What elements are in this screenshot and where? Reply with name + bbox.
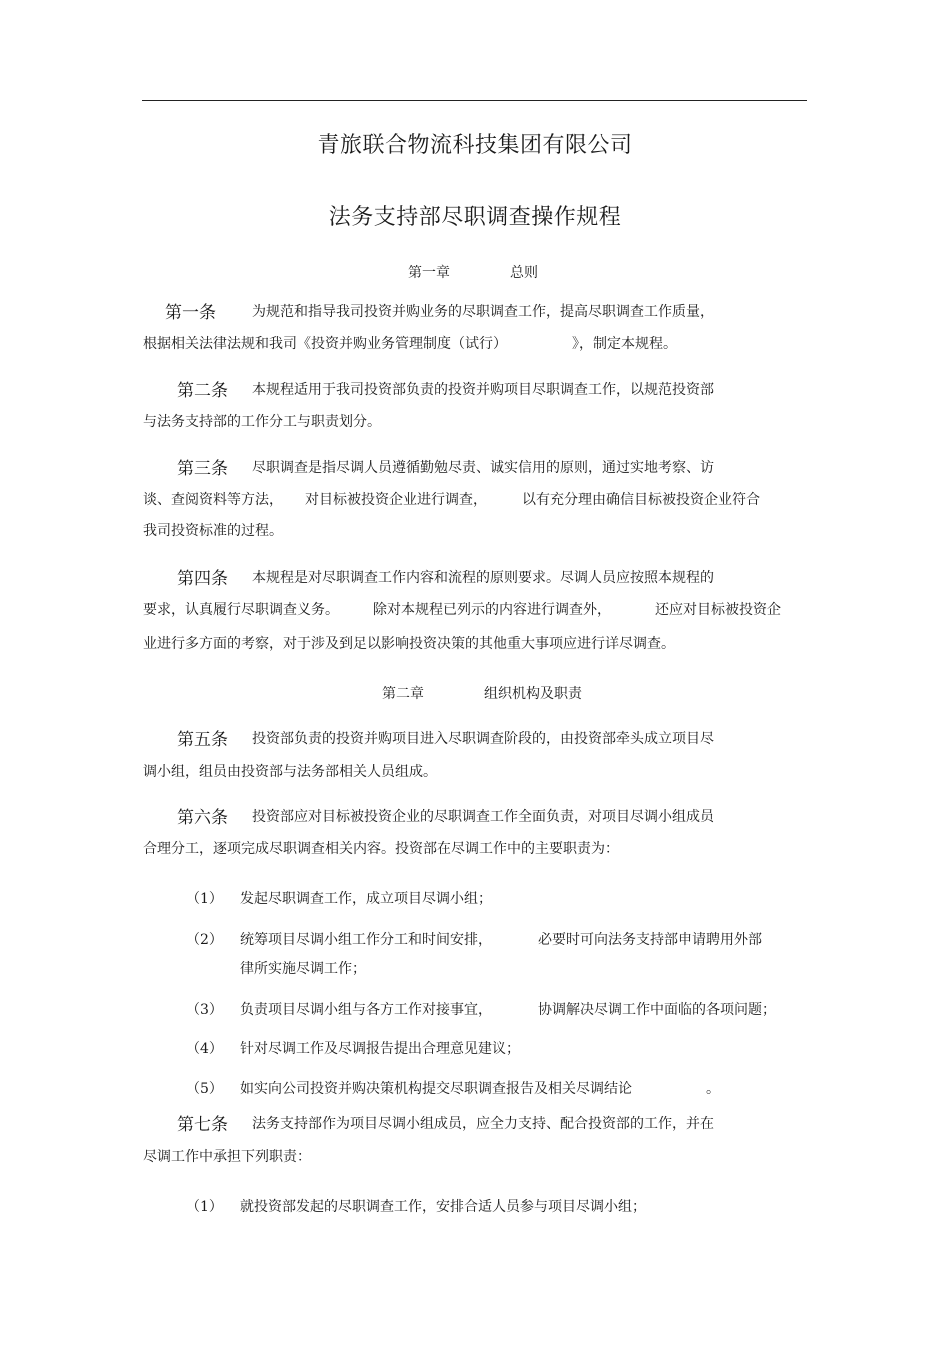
chapter-1-name: 总则: [510, 265, 538, 281]
art6-item-5-text-a: 如实向公司投资并购决策机构提交尽职调查报告及相关尽调结论: [240, 1081, 632, 1097]
article-1-label: 第一条: [165, 303, 216, 323]
art6-item-3-number: （3）: [186, 1002, 223, 1018]
article-6-label: 第六条: [177, 808, 228, 828]
article-3-label: 第三条: [177, 459, 228, 479]
article-5-label: 第五条: [177, 730, 228, 750]
art6-item-1-number: （1）: [186, 891, 223, 907]
chapter-2-label: 第二章: [382, 686, 424, 702]
article-7-line-2: 尽调工作中承担下列职责：: [143, 1149, 311, 1165]
header-rule: [142, 100, 807, 101]
company-name: 青旅联合物流科技集团有限公司: [317, 133, 633, 158]
art6-item-4-number: （4）: [186, 1041, 223, 1057]
art6-item-3-text-b: 协调解决尽调工作中面临的各项问题；: [538, 1002, 776, 1018]
article-1-line-2b: 》，制定本规程。: [572, 336, 677, 352]
article-3-line-1: 尽职调查是指尽调人员遵循勤勉尽责、诚实信用的原则，通过实地考察、访: [252, 460, 714, 476]
article-2-line-1: 本规程适用于我司投资部负责的投资并购项目尽职调查工作，以规范投资部: [252, 382, 714, 398]
art6-item-3-text-a: 负责项目尽调小组与各方工作对接事宜，: [240, 1002, 492, 1018]
art6-item-2-text-a: 统筹项目尽调小组工作分工和时间安排，: [240, 932, 492, 948]
article-4-label: 第四条: [177, 569, 228, 589]
article-6-line-1: 投资部应对目标被投资企业的尽职调查工作全面负责，对项目尽调小组成员: [252, 809, 714, 825]
article-5-line-2: 调小组，组员由投资部与法务部相关人员组成。: [143, 764, 437, 780]
article-4-line-1: 本规程是对尽职调查工作内容和流程的原则要求。尽调人员应按照本规程的: [252, 570, 714, 586]
art6-item-2-text-b: 必要时可向法务支持部申请聘用外部: [538, 932, 762, 948]
article-4-line-2c: 还应对目标被投资企: [655, 602, 781, 618]
art6-item-5-text-b: 。: [706, 1081, 720, 1097]
art6-item-5-number: （5）: [186, 1081, 223, 1097]
art6-item-2-number: （2）: [186, 932, 223, 948]
article-7-label: 第七条: [177, 1115, 228, 1135]
article-7-line-1: 法务支持部作为项目尽调小组成员，应全力支持、配合投资部的工作，并在: [252, 1116, 714, 1132]
article-1-line-1: 为规范和指导我司投资并购业务的尽职调查工作，提高尽职调查工作质量，: [252, 304, 714, 320]
art6-item-1-text: 发起尽职调查工作，成立项目尽调小组；: [240, 891, 492, 907]
article-3-line-2c: 以有充分理由确信目标被投资企业符合: [522, 492, 760, 508]
article-1-line-2a: 根据相关法律法规和我司《投资并购业务管理制度（试行）: [143, 336, 507, 352]
article-3-line-2a: 谈、查阅资料等方法，: [143, 492, 283, 508]
art6-item-4-text: 针对尽调工作及尽调报告提出合理意见建议；: [240, 1041, 520, 1057]
article-3-line-2b: 对目标被投资企业进行调查，: [305, 492, 487, 508]
art6-item-2-text-c: 律所实施尽调工作；: [240, 961, 366, 977]
article-4-line-2a: 要求，认真履行尽职调查义务。: [143, 602, 339, 618]
document-title: 法务支持部尽职调查操作规程: [328, 205, 622, 230]
article-3-line-3: 我司投资标准的过程。: [143, 523, 283, 539]
article-6-line-2: 合理分工，逐项完成尽职调查相关内容。投资部在尽调工作中的主要职责为：: [143, 841, 619, 857]
article-4-line-3: 业进行多方面的考察，对于涉及到足以影响投资决策的其他重大事项应进行详尽调查。: [143, 636, 675, 652]
art7-item-1-text: 就投资部发起的尽职调查工作，安排合适人员参与项目尽调小组；: [240, 1199, 646, 1215]
article-5-line-1: 投资部负责的投资并购项目进入尽职调查阶段的，由投资部牵头成立项目尽: [252, 731, 714, 747]
article-4-line-2b: 除对本规程已列示的内容进行调查外，: [373, 602, 611, 618]
art7-item-1-number: （1）: [186, 1199, 223, 1215]
chapter-1-label: 第一章: [408, 265, 450, 281]
chapter-2-name: 组织机构及职责: [484, 686, 582, 702]
article-2-label: 第二条: [177, 381, 228, 401]
article-2-line-2: 与法务支持部的工作分工与职责划分。: [143, 414, 381, 430]
